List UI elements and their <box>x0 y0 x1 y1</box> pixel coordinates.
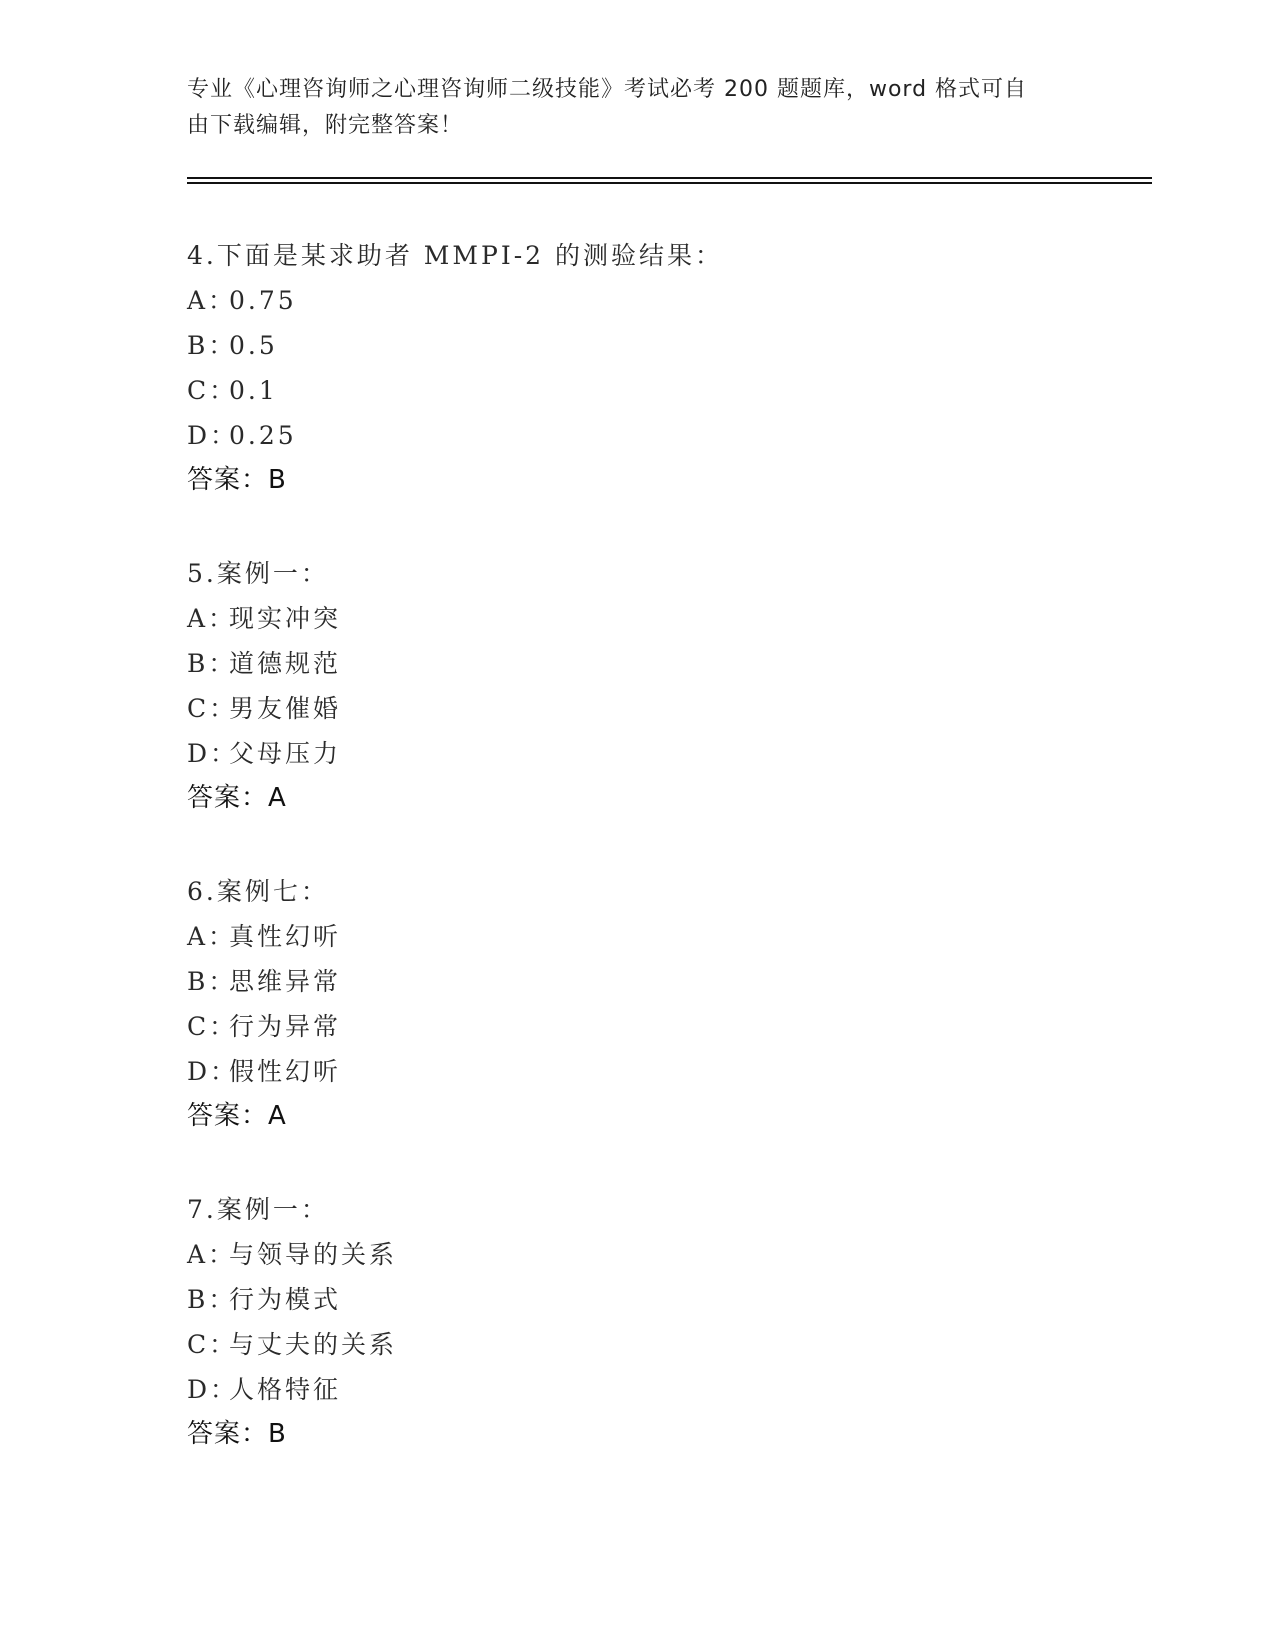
header-divider-top <box>187 177 1152 179</box>
question-6 <box>187 869 1087 1187</box>
answer-line: 答案：B <box>187 1419 287 1449</box>
option-letter: D： <box>187 421 239 450</box>
option-letter: B： <box>187 1285 237 1314</box>
option-a <box>187 914 1087 959</box>
option-b <box>187 959 1087 1004</box>
option-letter: A： <box>187 286 237 315</box>
option-text: 父母压力 <box>229 739 342 768</box>
answer-line: 答案：B <box>187 465 287 495</box>
option-text: 行为异常 <box>229 1012 342 1041</box>
option-text: 男友催婚 <box>229 694 342 723</box>
question-title: 4.下面是某求助者 MMPI-2 的测验结果： <box>187 241 723 270</box>
option-b <box>187 641 1087 686</box>
option-letter: D： <box>187 739 239 768</box>
option-text: 行为模式 <box>229 1285 342 1314</box>
option-text: 0.75 <box>229 286 297 315</box>
answer-line: 答案：A <box>187 1101 287 1131</box>
option-d <box>187 1049 1087 1094</box>
option-text: 真性幻听 <box>229 922 342 951</box>
option-letter: A： <box>187 922 237 951</box>
option-text: 现实冲突 <box>229 604 342 633</box>
header-divider-bottom <box>187 182 1152 184</box>
option-c <box>187 686 1087 731</box>
answer-line: 答案：A <box>187 783 287 813</box>
option-d <box>187 1367 1087 1412</box>
option-text: 0.25 <box>229 421 297 450</box>
option-letter: D： <box>187 1375 239 1404</box>
option-text: 0.1 <box>229 376 278 405</box>
option-text: 人格特征 <box>229 1375 342 1404</box>
option-text: 0.5 <box>229 331 278 360</box>
option-c <box>187 368 1087 413</box>
option-a <box>187 1232 1087 1277</box>
option-d <box>187 413 1087 458</box>
option-b <box>187 323 1087 368</box>
option-letter: A： <box>187 604 237 633</box>
question-title: 5.案例一： <box>187 559 329 588</box>
option-c <box>187 1004 1087 1049</box>
option-text: 道德规范 <box>229 649 342 678</box>
option-text: 与领导的关系 <box>229 1240 398 1269</box>
question-title: 6.案例七： <box>187 877 329 906</box>
option-c <box>187 1322 1087 1367</box>
question-4 <box>187 233 1087 551</box>
option-letter: C： <box>187 1012 238 1041</box>
header-line-2: 由下载编辑，附完整答案！ <box>187 113 464 138</box>
document-header <box>187 72 1067 144</box>
option-text: 假性幻听 <box>229 1057 342 1086</box>
question-title: 7.案例一： <box>187 1195 329 1224</box>
option-a <box>187 596 1087 641</box>
option-text: 与丈夫的关系 <box>229 1330 398 1359</box>
option-letter: B： <box>187 967 237 996</box>
option-text: 思维异常 <box>229 967 342 996</box>
option-d <box>187 731 1087 776</box>
header-line-1: 专业《心理咨询师之心理咨询师二级技能》考试必考 200 题题库，word 格式可自 <box>187 77 1028 102</box>
question-5 <box>187 551 1087 869</box>
question-list <box>187 233 1087 1505</box>
option-letter: C： <box>187 694 238 723</box>
option-letter: C： <box>187 1330 238 1359</box>
option-letter: D： <box>187 1057 239 1086</box>
option-a <box>187 278 1087 323</box>
option-letter: B： <box>187 649 237 678</box>
question-7 <box>187 1187 1087 1505</box>
option-letter: C： <box>187 376 238 405</box>
option-letter: A： <box>187 1240 237 1269</box>
option-letter: B： <box>187 331 237 360</box>
option-b <box>187 1277 1087 1322</box>
